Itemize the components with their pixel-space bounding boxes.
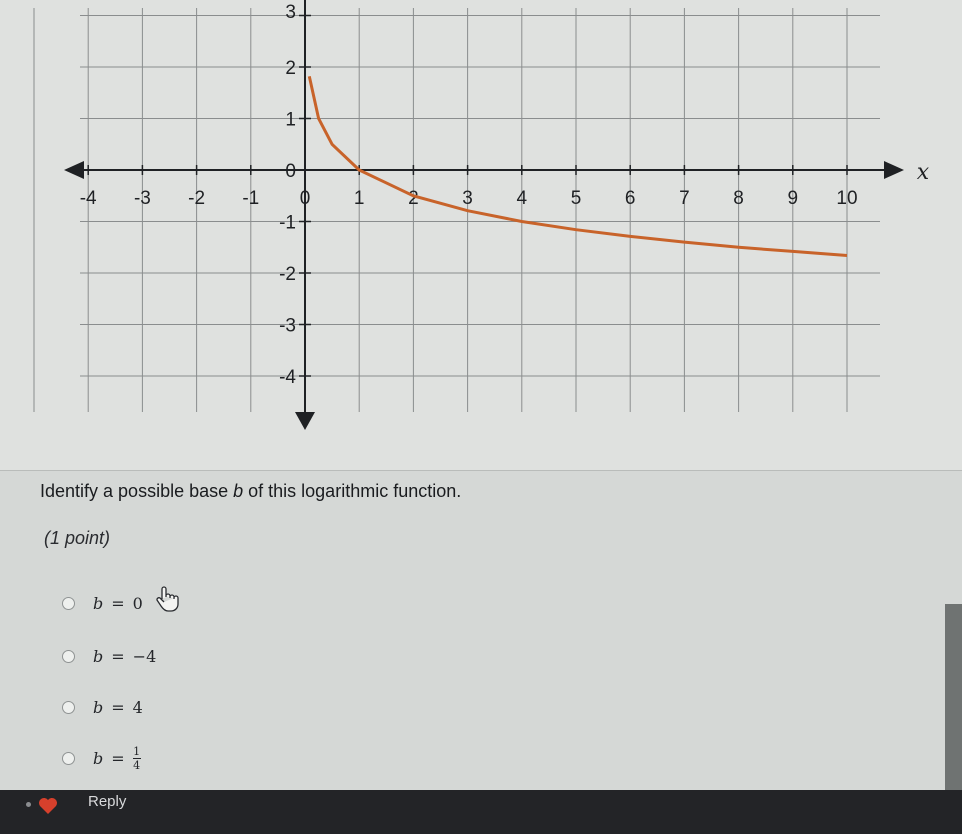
- y-tick-label: 3: [285, 2, 296, 23]
- x-tick-label: 9: [787, 188, 799, 209]
- x-axis-right-arrow: [884, 161, 904, 179]
- heart-icon[interactable]: [38, 797, 58, 815]
- x-tick-label: 5: [570, 188, 582, 209]
- x-tick-label: 7: [679, 188, 690, 209]
- y-tick-label: 0: [285, 161, 296, 182]
- y-axis-down-arrow: [295, 412, 315, 430]
- x-tick-label: 8: [733, 188, 744, 209]
- y-tick-label: 2: [285, 58, 296, 79]
- choice-label: b = −4: [93, 646, 157, 666]
- choice-b-equals-0[interactable]: [62, 590, 143, 616]
- y-tick-label: -3: [279, 315, 296, 337]
- x-tick-label: 6: [624, 188, 636, 209]
- choice-b-equals-4[interactable]: [62, 694, 143, 720]
- x-tick-label: 2: [408, 188, 419, 209]
- x-tick-label: -2: [188, 188, 206, 209]
- radio-button[interactable]: [62, 701, 75, 714]
- x-tick-label: 3: [462, 188, 473, 209]
- choice-label: b = $\frac{1}{4}$: [93, 744, 141, 772]
- x-tick-label: -4: [79, 188, 97, 209]
- radio-button[interactable]: [62, 650, 75, 663]
- y-tick-label: -1: [279, 212, 296, 234]
- choice-b-equals-one-fourth[interactable]: [62, 745, 141, 771]
- x-axis-label: x: [916, 160, 930, 185]
- x-tick-label: 0: [299, 188, 311, 209]
- status-dot: [26, 802, 31, 807]
- log-curve: [309, 76, 847, 255]
- x-tick-label: -1: [242, 188, 260, 209]
- choice-b-equals-neg4[interactable]: [62, 643, 156, 669]
- y-tick-label: -2: [279, 264, 296, 285]
- choice-label: b = 4: [93, 697, 143, 717]
- points-label: (1 point): [44, 528, 111, 548]
- x-tick-label: -3: [133, 188, 151, 209]
- x-tick-label: 4: [516, 188, 528, 209]
- y-tick-label: -4: [279, 367, 296, 388]
- bottom-bar: [0, 790, 962, 834]
- y-tick-label: 1: [285, 109, 296, 131]
- radio-button[interactable]: [62, 597, 75, 610]
- question-prompt: Identify a possible base b of this logarithmic function.: [40, 481, 462, 501]
- reply-button[interactable]: Reply: [88, 793, 127, 810]
- choice-label: b = 0: [93, 593, 143, 613]
- hand-pointer-icon: [154, 585, 180, 613]
- x-axis-left-arrow: [64, 161, 84, 179]
- x-tick-label: 10: [836, 188, 858, 209]
- x-tick-label: 1: [353, 188, 365, 209]
- radio-button[interactable]: [62, 752, 75, 765]
- fraction: $\frac{1}{4}$: [133, 744, 141, 772]
